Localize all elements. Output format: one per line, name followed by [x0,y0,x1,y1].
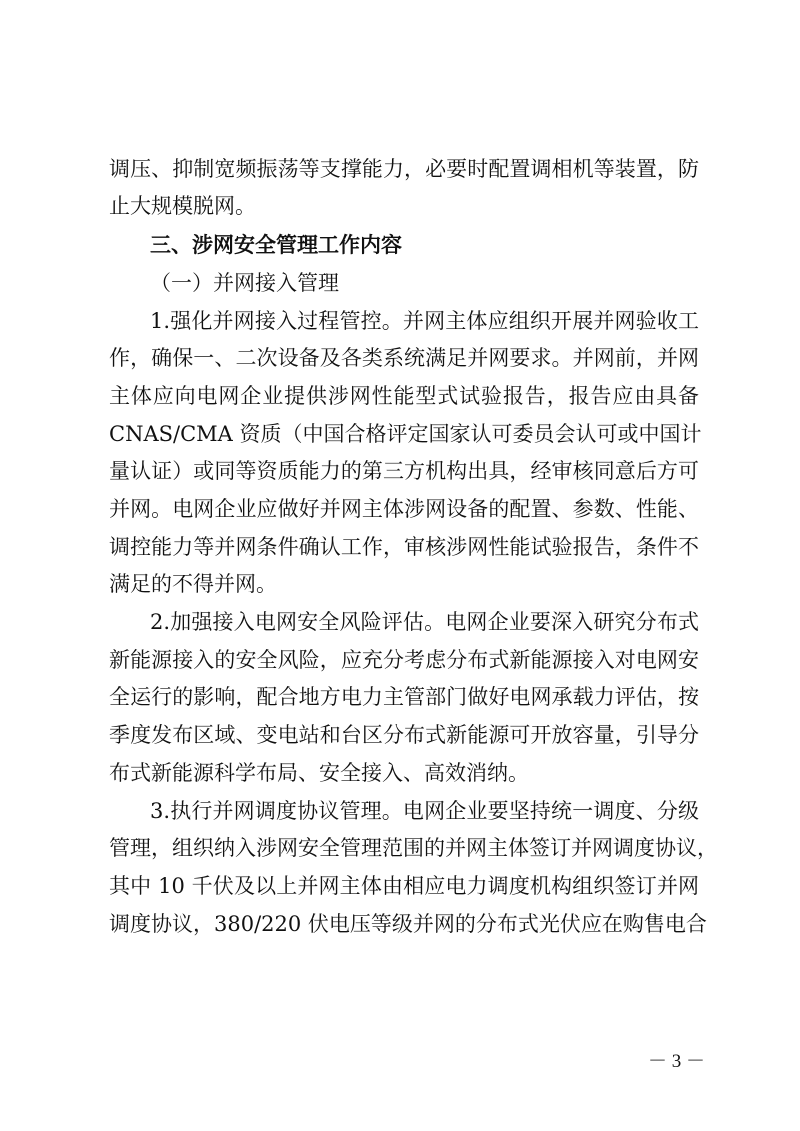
paragraph-2-line-3: 全运行的影响，配合地方电力主管部门做好电网承载力评估，按 [109,685,699,709]
paragraph-1-line-7: 调控能力等并网条件确认工作，审核涉网性能试验报告，条件不 [109,535,699,559]
paragraph-1-line-8: 满足的不得并网。 [109,572,277,596]
paragraph-2-line-2: 新能源接入的安全风险，应充分考虑分布式新能源接入对电网安 [109,648,699,672]
paragraph-2-line-5: 布式新能源科学布局、安全接入、高效消纳。 [109,761,529,785]
paragraph-1-line-1: 1.强化并网接入过程管控。并网主体应组织开展并网验收工 [150,309,699,333]
paragraph-1-line-6: 并网。电网企业应做好并网主体涉网设备的配置、参数、性能、 [109,497,699,521]
paragraph-2-line-1: 2.加强接入电网安全风险评估。电网企业要深入研究分布式 [150,610,699,634]
body-line-2: 止大规模脱网。 [109,194,256,218]
paragraph-3-line-1: 3.执行并网调度协议管理。电网企业要坚持统一调度、分级 [150,799,699,823]
paragraph-3-line-4: 调度协议，380/220 伏电压等级并网的分布式光伏应在购售电合 [109,912,707,936]
subsection-heading: （一）并网接入管理 [150,271,339,295]
paragraph-3-line-2: 管理，组织纳入涉网安全管理范围的并网主体签订并网调度协议， [109,836,718,860]
paragraph-1-line-2: 作，确保一、二次设备及各类系统满足并网要求。并网前，并网 [109,346,699,370]
paragraph-1-line-5: 量认证）或同等资质能力的第三方机构出具，经审核同意后方可 [109,459,699,483]
paragraph-1-line-4: CNAS/CMA 资质（中国合格评定国家认可委员会认可或中国计 [109,422,702,446]
paragraph-1-line-3: 主体应向电网企业提供涉网性能型式试验报告，报告应由具备 [109,384,699,408]
page-number: － 3 － [647,1051,705,1072]
body-line-1: 调压、抑制宽频振荡等支撑能力，必要时配置调相机等装置，防 [109,157,699,181]
section-heading: 三、涉网安全管理工作内容 [150,233,402,257]
paragraph-2-line-4: 季度发布区域、变电站和台区分布式新能源可开放容量，引导分 [109,723,699,747]
paragraph-3-line-3: 其中 10 千伏及以上并网主体由相应电力调度机构组织签订并网 [109,874,699,898]
